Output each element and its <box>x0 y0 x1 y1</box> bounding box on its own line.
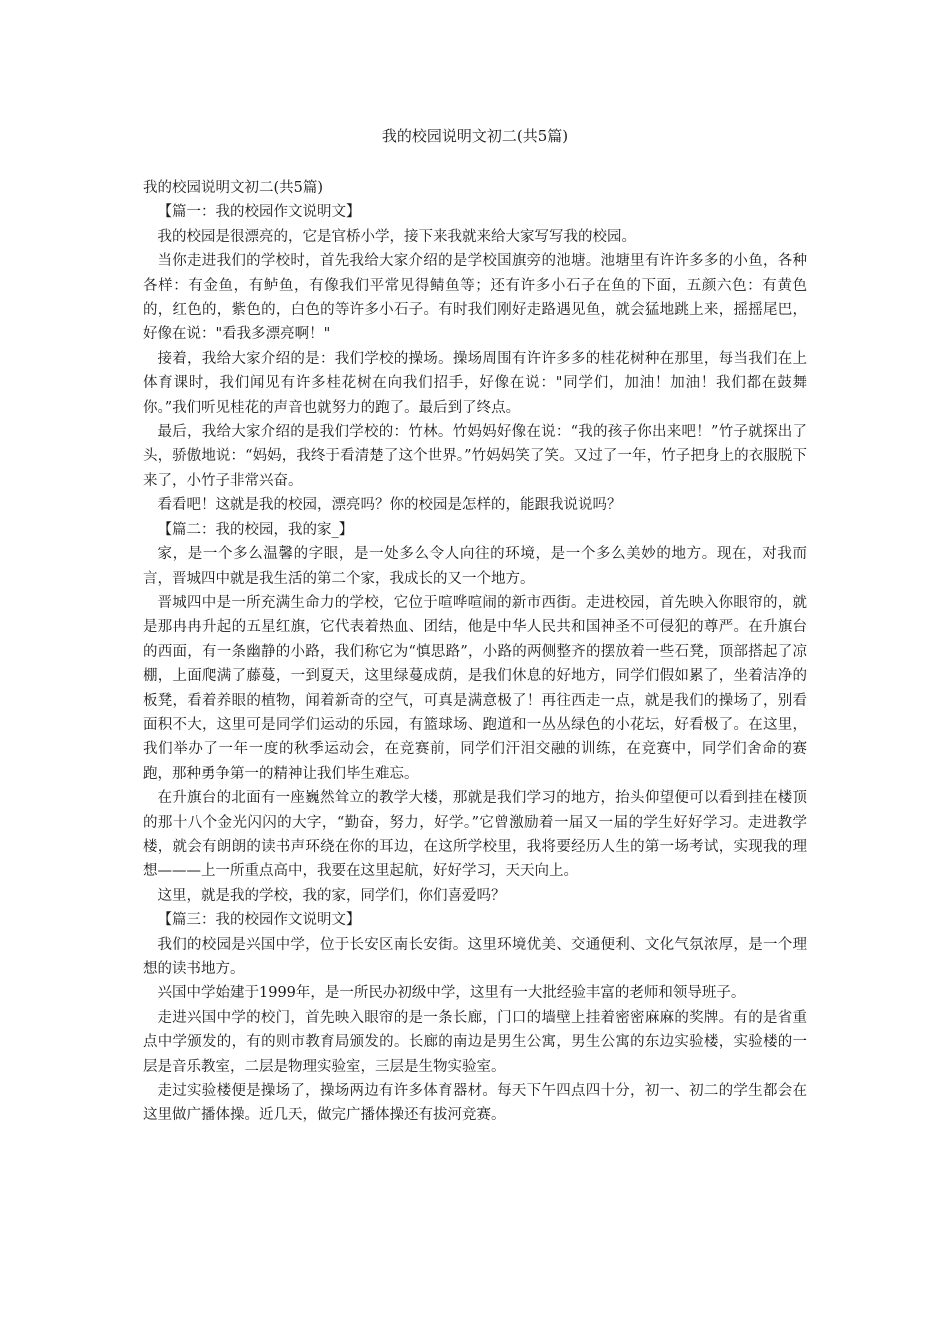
paragraph: 最后，我给大家介绍的是我们学校的：竹林。竹妈妈好像在说：“我的孩子你出来吧！”竹子就探出了头，骄傲地说：“妈妈，我终于看清楚了这个世界。”竹妈妈笑了笑。又过了一年，竹子把身上的衣服脱下来了，小竹子非常兴奋。 <box>143 424 807 489</box>
paragraph: 接着，我给大家介绍的是：我们学校的操场。操场周围有许许多多的桂花树种在那里，每当我们在上体育课时，我们闻见有许多桂花树在向我们招手，好像在说："同学们，加油！加油！我们都在鼓舞你。”我们听见桂花的声音也就努力的跑了。最后到了终点。 <box>143 350 807 416</box>
document-body <box>143 176 807 1128</box>
paragraph: 家，是一个多么温馨的字眼，是一处多么令人向往的环境，是一个多么美妙的地方。现在，对我而言，晋城四中就是我生活的第二个家，我成长的又一个地方。 <box>143 546 807 587</box>
section-heading-2: 【篇二：我的校园，我的家_】 <box>157 521 354 538</box>
section-heading-1: 【篇一：我的校园作文说明文】 <box>157 204 361 221</box>
paragraph: 看看吧！这就是我的校园，漂亮吗？你的校园是怎样的，能跟我说说吗？ <box>157 497 622 514</box>
document-lead: 我的校园说明文初二(共5篇) <box>143 180 324 196</box>
paragraph: 走过实验楼便是操场了，操场两边有许多体育器材。每天下午四点四十分，初一、初二的学生都会在这里做广播体操。近几天，做完广播体操还有拔河竞赛。 <box>143 1083 807 1124</box>
paragraph: 我的校园是很漂亮的，它是官桥小学，接下来我就来给大家写写我的校园。 <box>157 228 636 245</box>
paragraph: 走进兴国中学的校门，首先映入眼帘的是一条长廊，门口的墙壁上挂着密密麻麻的奖牌。有的是省重点中学颁发的，有的则市教育局颁发的。长廊的南边是男生公寓，男生公寓的东边实验楼，实验楼的一层是音乐教室，二层是物理实验室，三层是生物实验室。 <box>143 1009 807 1075</box>
paragraph: 晋城四中是一所充满生命力的学校，它位于喧哗喧闹的新市西街。走进校园，首先映入你眼帘的，就是那冉冉升起的五星红旗，它代表着热血、团结，他是中华人民共和国神圣不可侵犯的尊严。在升旗台的西面，有一条幽静的小路，我们称它为“慎思路”，小路的两侧整齐的摆放着一些石凳，顶部搭起了凉棚，上面爬满了藤蔓，一到夏天，这里绿蔓成荫，是我们休息的好地方，同学们假如累了，坐着洁净的板凳，看着养眼的植物，闻着新奇的空气，可真是满意极了！再往西走一点，就是我们的操场了，别看面积不大，这里可是同学们运动的乐园，有篮球场、跑道和一丛丛绿色的小花坛，好看极了。在这里，我们举办了一年一度的秋季运动会，在竞赛前，同学们汗泪交融的训练，在竞赛中，同学们舍命的赛跑，那种勇争第一的精神让我们毕生难忘。 <box>143 594 807 782</box>
paragraph: 当你走进我们的学校时，首先我给大家介绍的是学校国旗旁的池塘。池塘里有许许多多的小鱼，各种各样：有金鱼，有鲈鱼，有像我们平常见得鲭鱼等；还有许多小石子在鱼的下面，五颜六色：有黄色的，红色的，紫色的，白色的等许多小石子。有时我们刚好走路遇见鱼，就会猛地跳上来，摇摇尾巴，好像在说："看我多漂亮啊！" <box>143 253 807 343</box>
document-title: 我的校园说明文初二(共5篇) <box>381 127 569 145</box>
paragraph: 我们的校园是兴国中学，位于长安区南长安街。这里环境优美、交通便利、文化气氛浓厚，是一个理想的读书地方。 <box>143 936 807 977</box>
paragraph: 这里，就是我的学校，我的家，同学们，你们喜爱吗？ <box>157 887 506 904</box>
paragraph: 在升旗台的北面有一座巍然耸立的教学大楼，那就是我们学习的地方，抬头仰望便可以看到挂在楼顶的那十八个金光闪闪的大字，“勤奋，努力，好学。”它曾激励着一届又一届的学生好好学习。走进教学楼，就会有朗朗的读书声环绕在你的耳边，在这所学校里，我将要经历人生的第一场考试，实现我的理想———上一所重点高中，我要在这里起航，好好学习，天天向上。 <box>143 790 807 880</box>
paragraph: 兴国中学始建于1999年，是一所民办初级中学，这里有一大批经验丰富的老师和领导班子。 <box>157 985 746 1002</box>
section-heading-3: 【篇三：我的校园作文说明文】 <box>157 912 361 929</box>
